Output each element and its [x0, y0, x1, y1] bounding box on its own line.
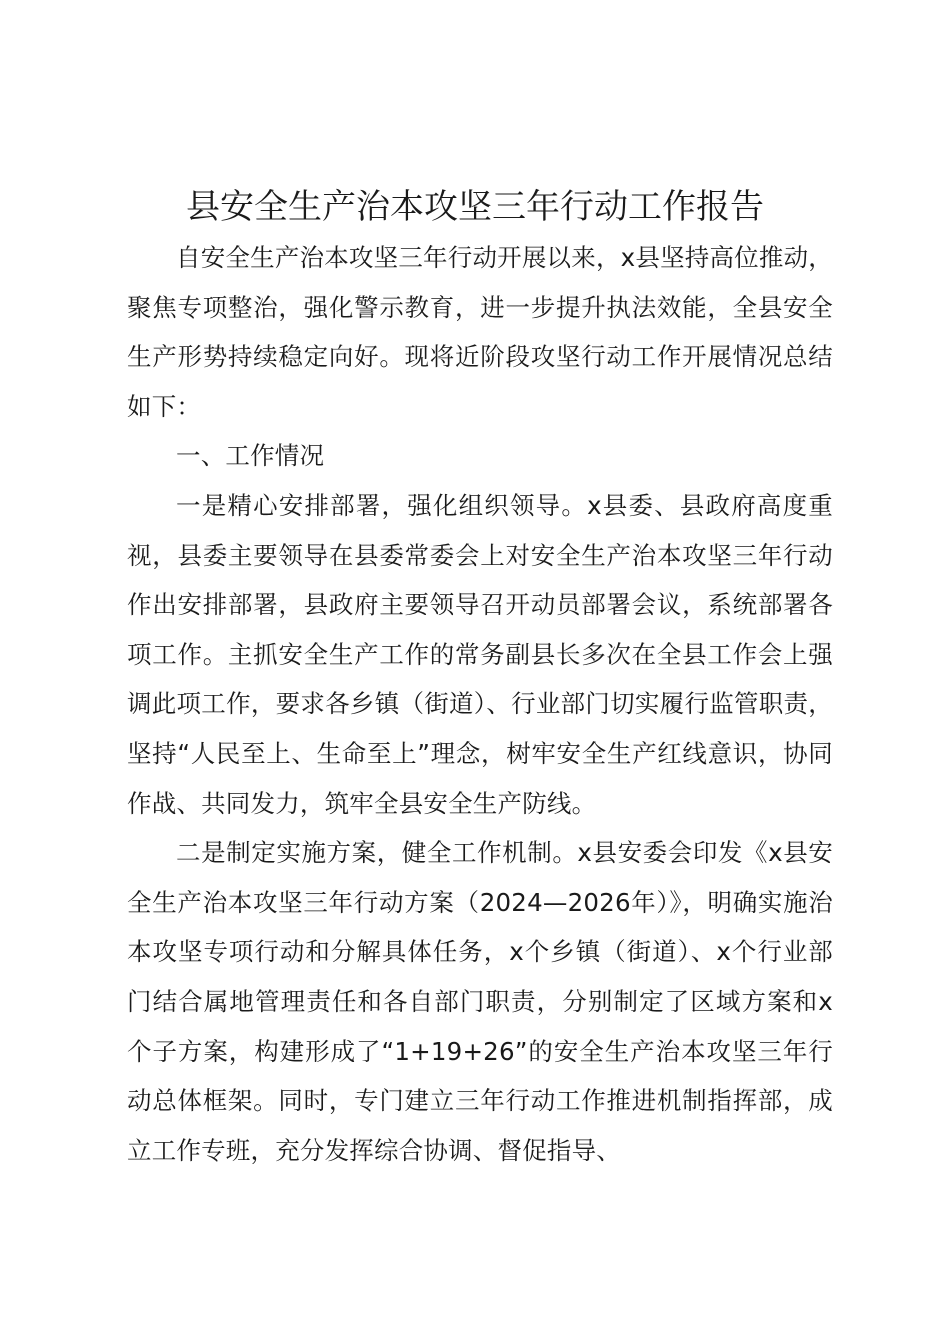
intro-paragraph: 自安全生产治本攻坚三年行动开展以来，x县坚持高位推动，聚焦专项整治，强化警示教育，进一步提升执法效能，全县安全生产形势持续稳定向好。现将近阶段攻坚行动工作开展情况总结如下： — [127, 243, 833, 421]
document-body — [127, 233, 833, 1175]
section-heading-work-status: 一、工作情况 — [176, 441, 325, 471]
paragraph-implementation-plan: 二是制定实施方案，健全工作机制。x县安委会印发《x县安全生产治本攻坚三年行动方案（2024—2026年）》，明确实施治本攻坚专项行动和分解具体任务，x个乡镇（街道）、x个行业部门结合属地管理责任和各自部门职责，分别制定了区域方案和x个子方案，构建形成了“1+19+26”的安全生产治本攻坚三年行动总体框架。同时，专门建立三年行动工作推进机制指挥部，成立工作专班，充分发挥综合协调、督促指导、 — [127, 838, 833, 1165]
document-title: 县安全生产治本攻坚三年行动工作报告 — [186, 187, 764, 227]
paragraph-deployment: 一是精心安排部署，强化组织领导。x县委、县政府高度重视，县委主要领导在县委常委会上对安全生产治本攻坚三年行动作出安排部署，县政府主要领导召开动员部署会议，系统部署各项工作。主抓安全生产工作的常务副县长多次在全县工作会上强调此项工作，要求各乡镇（街道）、行业部门切实履行监管职责，坚持“人民至上、生命至上”理念，树牢安全生产红线意识，协同作战、共同发力，筑牢全县安全生产防线。 — [127, 490, 833, 818]
